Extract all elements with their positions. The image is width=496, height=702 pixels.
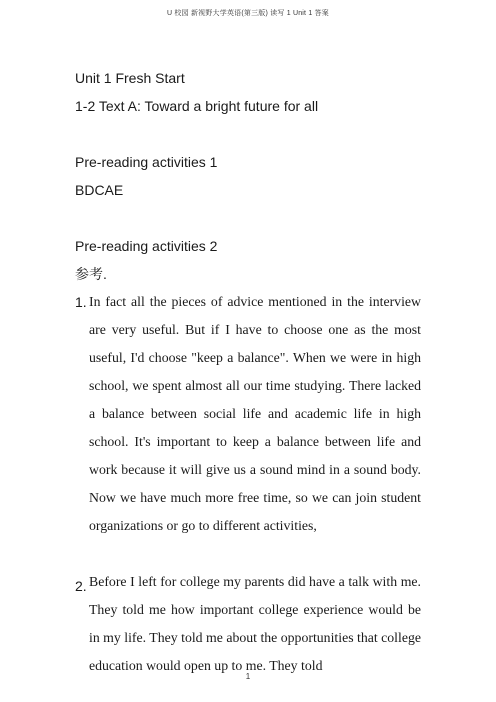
document-body (75, 64, 421, 680)
item-text: Before I left for college my parents did have a talk with me. They told me how important college experience would be in my life. They told me about the opportunities that college education would open up to me. They told (89, 574, 421, 673)
pre-reading-1-answer: BDCAE (75, 182, 124, 198)
section-title: 1-2 Text A: Toward a bright future for all (75, 98, 319, 114)
running-header: U 校园 新视野大学英语(第三版) 读写 1 Unit 1 答案 (167, 10, 329, 17)
unit-title: Unit 1 Fresh Start (75, 70, 185, 86)
item-text: In fact all the pieces of advice mentioned in the interview are very useful. But if I have to choose one as the most useful, I'd choose "keep a balance". When we were in high school, we spent almost all our time studying. There lacked a balance between social life and academic life in high school. It's important to keep a balance between life and work because it will give us a sound mind in a sound body. Now we have much more free time, so we can join student organizations or go to different activities, (89, 294, 421, 533)
spacer (75, 540, 421, 568)
item-number: 1. (75, 294, 87, 310)
pre-reading-1-heading: Pre-reading activities 1 (75, 154, 218, 170)
page-number: 1 (245, 672, 251, 681)
spacer (75, 120, 421, 148)
reference-label: 参考. (75, 266, 107, 282)
answer-item-2 (75, 568, 421, 680)
pre-reading-2-heading: Pre-reading activities 2 (75, 238, 218, 254)
spacer (75, 204, 421, 232)
answer-item-1 (75, 288, 421, 540)
item-number: 2. (75, 578, 87, 594)
